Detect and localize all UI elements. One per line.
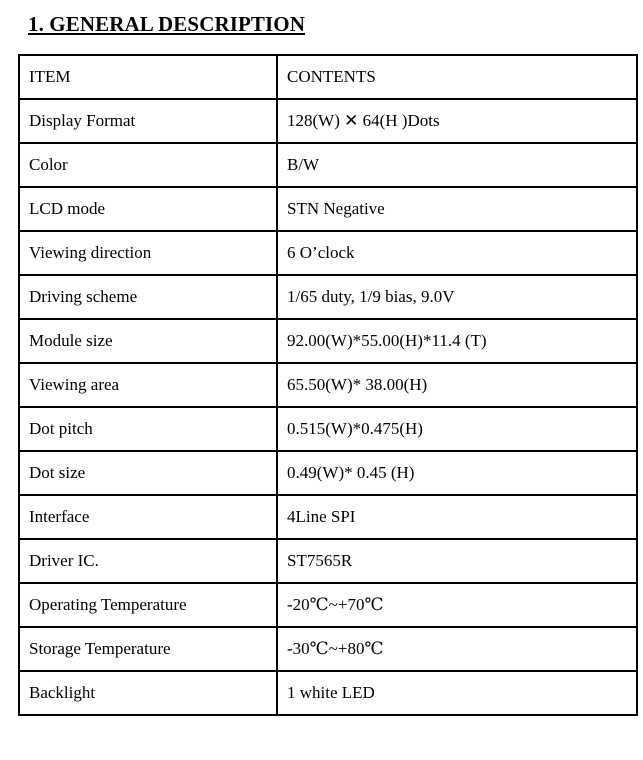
row-item: Color [19,143,277,187]
table-row [19,99,637,143]
row-value: -30℃~+80℃ [277,627,637,671]
table-row [19,407,637,451]
row-item: Dot pitch [19,407,277,451]
row-value: 128(W) ✕ 64(H )Dots [277,99,637,143]
table-row [19,495,637,539]
table-row [19,671,637,715]
row-value: ST7565R [277,539,637,583]
table-header-row [19,55,637,99]
row-value: 0.515(W)*0.475(H) [277,407,637,451]
row-item: Viewing direction [19,231,277,275]
table-row [19,187,637,231]
row-item: Interface [19,495,277,539]
row-value: -20℃~+70℃ [277,583,637,627]
row-value: 65.50(W)* 38.00(H) [277,363,637,407]
row-item: Driver IC. [19,539,277,583]
table-row [19,275,637,319]
header-contents: CONTENTS [277,55,637,99]
row-item: Viewing area [19,363,277,407]
table-row [19,319,637,363]
row-value: 4Line SPI [277,495,637,539]
table-row [19,583,637,627]
row-item: Backlight [19,671,277,715]
row-item: LCD mode [19,187,277,231]
row-item: Driving scheme [19,275,277,319]
row-item: Module size [19,319,277,363]
row-item: Storage Temperature [19,627,277,671]
table-row [19,363,637,407]
row-value: 0.49(W)* 0.45 (H) [277,451,637,495]
row-value: 1 white LED [277,671,637,715]
header-item: ITEM [19,55,277,99]
row-item: Operating Temperature [19,583,277,627]
row-item: Display Format [19,99,277,143]
table-row [19,627,637,671]
general-description-table [18,54,638,716]
row-value: B/W [277,143,637,187]
row-value: 1/65 duty, 1/9 bias, 9.0V [277,275,637,319]
section-title: 1. GENERAL DESCRIPTION [28,12,306,36]
row-value: 6 O’clock [277,231,637,275]
row-value: STN Negative [277,187,637,231]
row-value: 92.00(W)*55.00(H)*11.4 (T) [277,319,637,363]
table-row [19,231,637,275]
table-row [19,143,637,187]
table-row [19,451,637,495]
table-row [19,539,637,583]
row-item: Dot size [19,451,277,495]
